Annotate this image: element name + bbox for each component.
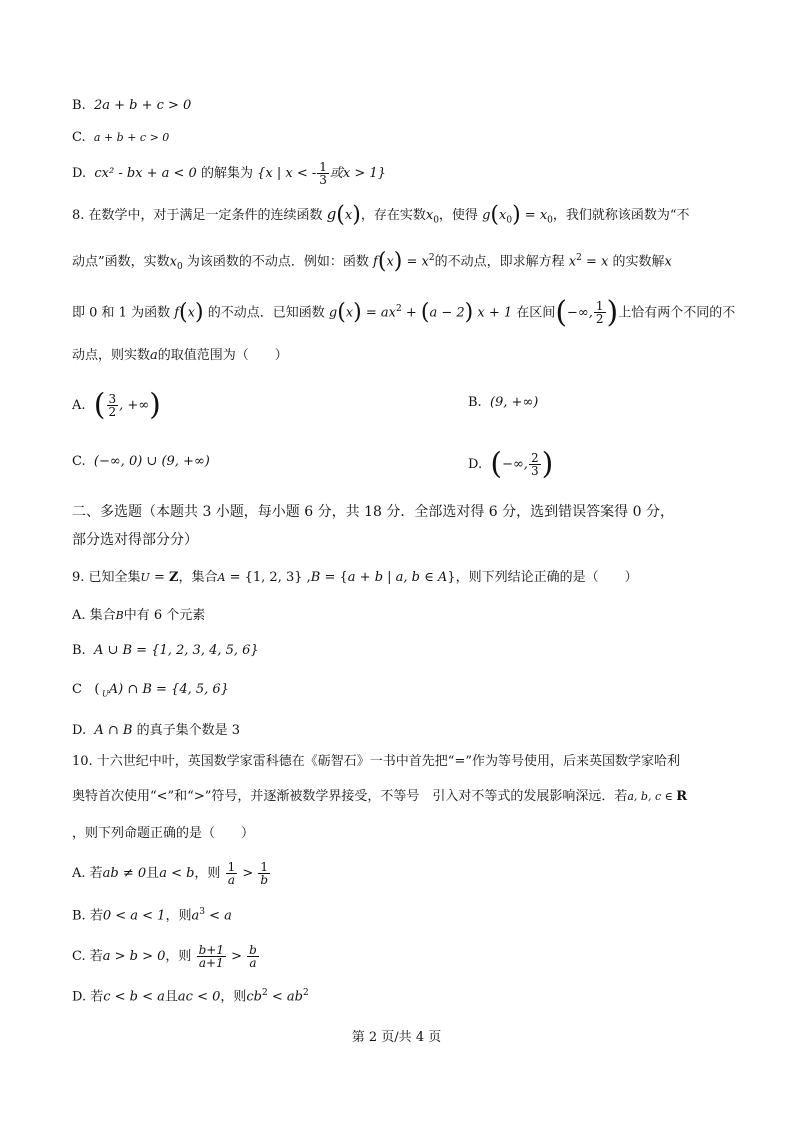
section-heading-cont: 部分选对得部分分） (72, 532, 198, 548)
option-label: D. (72, 166, 87, 181)
q8-options-row-1: A. ( $\frac{3}{2}$ , +∞) B. (9, +∞) (72, 387, 539, 423)
option-label: B. 若 (72, 908, 103, 924)
option-text: ，则 (220, 989, 247, 1005)
q8-text: 动点，则实数 (72, 348, 151, 363)
option-expr: 2a + b + c > 0 (93, 98, 192, 113)
q10-line-1: 10. 十六世纪中叶，英国数学家雷科德在《砺智石》一书中首先把“=”作为等号使用，后来英国数学家哈利 (72, 754, 680, 769)
option-label: D. (468, 457, 483, 472)
q8-text: 为该函数的不动点．例如：函数 (186, 254, 369, 270)
q8-text: 动点”函数，实数 (72, 254, 170, 270)
q8-text: 的不动点．已知函数 (207, 305, 325, 321)
set-expr-b: 或x > 1} (329, 166, 386, 181)
q8-line-1: 8. 在数学中，对于满足一定条件的连续函数 g(x)，存在实数$x_0$，使得 $g(x_0) = x_0$，我们就称该函数为“不 (72, 202, 690, 228)
option-label: D. (72, 723, 87, 738)
option-text: 且 (164, 989, 178, 1005)
q7-option-b (72, 96, 733, 116)
q8-text: 的取值范围为（ ） (157, 348, 288, 363)
q8-line-2: 动点”函数，实数$x_0$ 为该函数的不动点．例如：函数 $f(x) = x^2$的不动点，即求解方程 $x^2 = x$ 的实数解x (72, 248, 672, 274)
q10-option-c: C. 若a > b > 0，则 $\frac{b+1}{a+1}$ > $\frac{b}{a}$ (72, 943, 257, 970)
fraction-1-over-a: $\frac{1}{a}$ (227, 860, 236, 887)
q9-text: ，集合 (178, 570, 218, 585)
fraction-b-over-a: $\frac{b}{a}$ (249, 943, 257, 970)
q9-text: ，则下列结论正确的是（ ） (455, 570, 638, 585)
option-label: A. (72, 398, 86, 413)
q9-option-b (72, 641, 733, 661)
q9-option-d (72, 721, 733, 741)
q8-option-b (468, 393, 538, 413)
q8-text: 在区间 (516, 305, 556, 321)
option-label: C (72, 682, 82, 697)
option-expr: cx² - bx + a < 0 (94, 166, 197, 181)
q10-option-a: A. 若ab ≠ 0且a < b，则 $\frac{1}{a}$ > $\frac{1}{b}$ (72, 860, 269, 887)
option-label: B. (468, 395, 482, 410)
q8-text: ，使得 (438, 208, 478, 223)
q8-text: ，存在实数 (360, 208, 426, 223)
q9-stem: 9. 已知全集U = Z，集合A = {1, 2, 3} ,B = {a + b | a, b ∈ A}，则下列结论正确的是（ ） (72, 570, 638, 585)
fraction-b1-over-a1: $\frac{b+1}{a+1}$ (198, 943, 224, 970)
q8-line-4: 动点，则实数a的取值范围为（ ） (72, 348, 288, 363)
option-text: ，则 (165, 908, 192, 924)
option-label: C. (72, 130, 86, 145)
option-expr: A) ∩ B = {4, 5, 6} (108, 682, 229, 697)
fraction-1-over-b: $\frac{1}{b}$ (260, 860, 269, 887)
q8-line-3: 即 0 和 1 为函数 f(x) 的不动点．已知函数 $g(x) = ax^2 + (a - 2) x + 1$ 在区间(−∞, $\frac{1}{2}$ )上恰有两个不同的不 (72, 294, 736, 330)
q10-line-2: 奥特首次使用“<”和“>”符号，并逐渐被数学界接受，不等号 引入对不等式的发展影响深远．若a, b, c ∈ R (72, 789, 688, 804)
q8-text: 即 0 和 1 为函数 (72, 305, 171, 321)
option-text: 的解集为 (200, 166, 253, 181)
option-label: C. 若 (72, 949, 103, 964)
option-text: ，则 (165, 949, 192, 964)
q8-text: ，我们就称该函数为“不 (552, 208, 690, 223)
option-label: D. 若 (72, 989, 104, 1005)
q7-option-c (72, 128, 733, 148)
fraction-one-half: $\frac{1}{2}$ (595, 299, 604, 327)
fraction-three-halves: $\frac{3}{2}$ (108, 392, 117, 419)
option-label: C. (72, 454, 86, 469)
q10-option-b: B. 若0 < a < 1，则$a^3 < a$ (72, 907, 232, 924)
option-label: B. (72, 98, 86, 113)
option-text: 的真子集个数是 3 (136, 723, 241, 738)
q8-text: 8. 在数学中，对于满足一定条件的连续函数 (72, 208, 323, 223)
option-expr: (−∞, 0) ∪ (9, +∞) (93, 454, 210, 469)
q10-option-d: D. 若c < b < a且ac < 0，则$cb^2 < ab^2$ (72, 988, 309, 1005)
option-expr: A ∪ B = {1, 2, 3, 4, 5, 6} (93, 643, 259, 658)
option-text: A. 集合 (72, 608, 116, 623)
q9-option-c: C ( $_U$A) ∩ B = {4, 5, 6} (72, 682, 229, 699)
q7-option-d (72, 161, 733, 186)
q10-text: 奥特首次使用“<”和“>”符号，并逐渐被数学界接受，不等号 引入对不等式的发展影响深远．若 (72, 789, 628, 804)
option-text: 且 (146, 866, 160, 881)
option-text: 中有 6 个元素 (123, 608, 206, 623)
section-heading: 二、多选题（本题共 3 小题，每小题 6 分，共 18 分．全部选对得 6 分，选到错误答案得 0 分， (72, 504, 674, 520)
fraction-two-thirds: $\frac{2}{3}$ (530, 451, 539, 478)
option-text: ，则 (194, 866, 221, 881)
option-label: A. 若 (72, 866, 103, 881)
option-expr: (9, +∞) (489, 395, 539, 410)
q8-options-row-2 (72, 446, 733, 482)
q10-line-3: ，则下列命题正确的是（ ） (72, 826, 255, 841)
option-label: B. (72, 643, 86, 658)
fraction-one-third: $\frac{1}{3}$ (319, 160, 327, 187)
q9-text: 9. 已知全集 (72, 570, 141, 585)
option-expr: A ∩ B (94, 723, 133, 738)
q8-text: 的不动点，即求解方程 (434, 254, 565, 270)
q8-text: 上恰有两个不同的不 (618, 305, 736, 321)
q9-option-a: A. 集合B中有 6 个元素 (72, 608, 206, 623)
option-expr: a + b + c > 0 (93, 131, 170, 144)
q8-text: 的实数解 (612, 254, 665, 270)
set-expr-a: {x | x < - (257, 166, 317, 181)
q8-option-d: D. (−∞, $\frac{2}{3}$ ) (468, 446, 554, 482)
page-footer: 第 2 页/共 4 页 (351, 1030, 442, 1045)
